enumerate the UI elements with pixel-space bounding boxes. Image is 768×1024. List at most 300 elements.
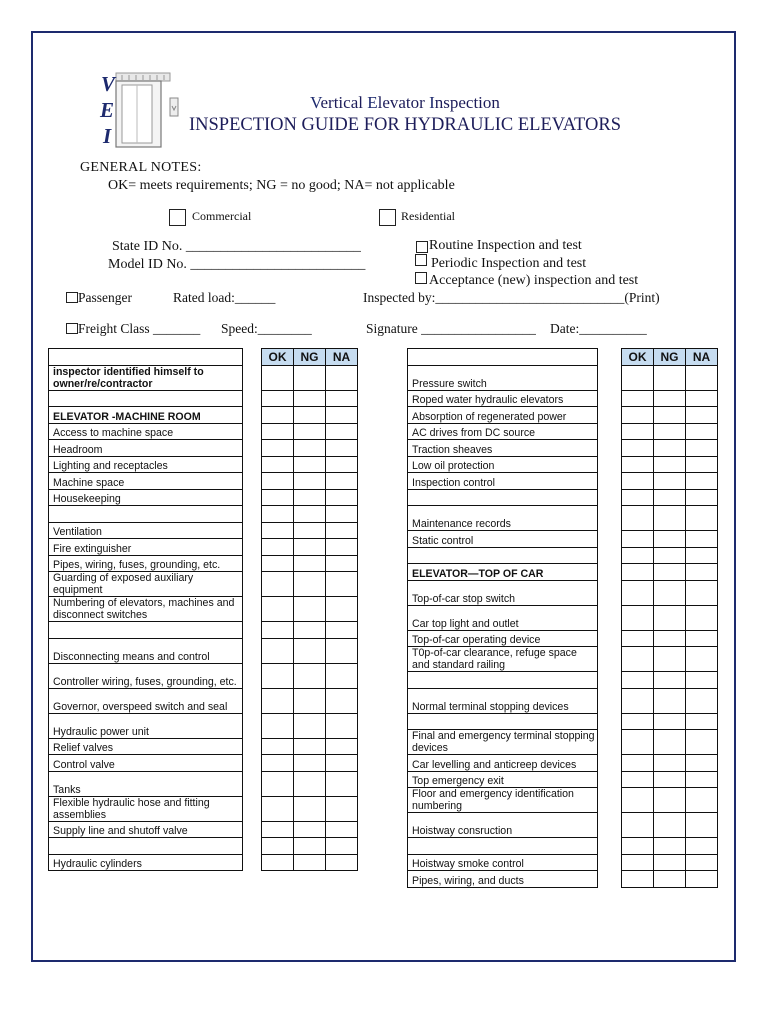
routine-checkbox[interactable] <box>416 241 428 253</box>
na-cell[interactable] <box>686 564 718 581</box>
na-cell[interactable] <box>686 854 718 871</box>
ng-cell[interactable] <box>654 672 686 689</box>
na-cell[interactable] <box>326 539 358 556</box>
checklist-item-label <box>49 622 243 639</box>
marks-row <box>262 854 358 871</box>
na-cell[interactable] <box>686 456 718 473</box>
ng-cell[interactable] <box>294 838 326 855</box>
table-row <box>408 672 598 689</box>
ng-cell[interactable] <box>654 755 686 772</box>
table-row <box>408 564 598 581</box>
checklist-item-label: Control valve <box>49 755 243 772</box>
marks-row <box>622 547 718 564</box>
marks-row <box>262 423 358 440</box>
ng-cell[interactable] <box>294 854 326 871</box>
logo-letter-e: E <box>100 98 115 122</box>
na-cell[interactable] <box>326 688 358 713</box>
ng-cell[interactable] <box>654 854 686 871</box>
ng-cell[interactable] <box>294 663 326 688</box>
ng-cell[interactable] <box>654 580 686 605</box>
na-cell[interactable] <box>326 663 358 688</box>
na-cell[interactable] <box>686 423 718 440</box>
acceptance-checkbox[interactable] <box>415 272 427 284</box>
table-row <box>49 688 243 713</box>
checklist-item-label <box>49 349 243 366</box>
na-cell[interactable] <box>686 672 718 689</box>
table-row <box>408 456 598 473</box>
na-cell[interactable] <box>326 473 358 490</box>
checklist-item-label <box>49 838 243 855</box>
na-cell[interactable] <box>326 821 358 838</box>
ok-cell[interactable] <box>622 788 654 813</box>
inspected-by-field[interactable]: Inspected by:____________________________(Print) <box>363 290 660 305</box>
ok-cell[interactable] <box>262 365 294 390</box>
residential-label: Residential <box>401 209 455 223</box>
ng-cell[interactable] <box>654 423 686 440</box>
checklist-item-label: Maintenance records <box>408 506 598 531</box>
na-cell[interactable] <box>686 473 718 490</box>
marks-row <box>262 506 358 523</box>
ok-cell[interactable] <box>622 755 654 772</box>
ng-cell[interactable] <box>654 506 686 531</box>
ng-cell[interactable] <box>294 738 326 755</box>
checklist-item-label <box>49 390 243 407</box>
table-row <box>408 630 598 647</box>
na-cell[interactable] <box>326 572 358 597</box>
ng-cell[interactable] <box>294 572 326 597</box>
marks-row <box>262 738 358 755</box>
rated-load-field[interactable]: Rated load:______ <box>173 290 276 305</box>
na-cell[interactable] <box>686 390 718 407</box>
marks-row <box>262 539 358 556</box>
marks-row <box>622 788 718 813</box>
na-cell[interactable] <box>686 605 718 630</box>
ok-cell[interactable] <box>262 597 294 622</box>
ok-cell[interactable] <box>622 730 654 755</box>
ng-cell[interactable] <box>654 456 686 473</box>
ng-cell[interactable] <box>294 489 326 506</box>
page-subtitle: INSPECTION GUIDE FOR HYDRAULIC ELEVATORS <box>188 115 622 135</box>
checklist-item-label: Housekeeping <box>49 489 243 506</box>
marks-row <box>622 440 718 457</box>
marks-row <box>622 423 718 440</box>
marks-row <box>622 688 718 713</box>
ok-cell[interactable] <box>622 838 654 855</box>
ng-cell[interactable] <box>654 531 686 548</box>
commercial-label: Commercial <box>192 209 252 223</box>
ok-cell[interactable] <box>262 473 294 490</box>
na-cell[interactable] <box>326 622 358 639</box>
checklist-item-label <box>408 838 598 855</box>
table-row <box>408 349 598 366</box>
marks-row <box>262 663 358 688</box>
checklist-item-label: Tanks <box>49 771 243 796</box>
notes-heading: GENERAL NOTES: <box>80 160 202 175</box>
ng-cell[interactable] <box>294 796 326 821</box>
na-cell[interactable] <box>326 407 358 424</box>
ok-cell[interactable] <box>262 539 294 556</box>
freight-class-field[interactable]: Freight Class _______ <box>78 321 201 336</box>
ok-cell[interactable] <box>622 547 654 564</box>
marks-row <box>622 713 718 730</box>
ok-cell[interactable] <box>622 564 654 581</box>
checklist-item-label: Floor and emergency identification numbering <box>408 788 598 813</box>
na-cell[interactable] <box>326 365 358 390</box>
ng-cell[interactable] <box>294 821 326 838</box>
marks-row <box>622 407 718 424</box>
marks-row <box>262 838 358 855</box>
signature-field[interactable]: Signature _________________ <box>366 321 536 336</box>
ng-cell[interactable] <box>654 365 686 390</box>
top-of-car-checklist <box>407 348 598 888</box>
ng-cell[interactable] <box>654 730 686 755</box>
table-row <box>408 813 598 838</box>
ok-cell[interactable] <box>262 423 294 440</box>
marks-row <box>622 580 718 605</box>
checklist-item-label <box>408 672 598 689</box>
ok-cell[interactable] <box>262 854 294 871</box>
column-header-ng: NG <box>654 349 686 366</box>
table-row <box>408 788 598 813</box>
ng-cell[interactable] <box>294 407 326 424</box>
marks-row <box>262 755 358 772</box>
logo-letter-i: I <box>103 124 112 148</box>
ok-cell[interactable] <box>622 489 654 506</box>
checklist-item-label: Low oil protection <box>408 456 598 473</box>
ng-cell[interactable] <box>294 522 326 539</box>
na-cell[interactable] <box>326 597 358 622</box>
table-row <box>49 489 243 506</box>
na-cell[interactable] <box>686 440 718 457</box>
checklist-item-label: ELEVATOR—TOP OF CAR <box>408 564 598 581</box>
ok-cell[interactable] <box>622 531 654 548</box>
marks-row <box>262 489 358 506</box>
checklist-item-label: Ventilation <box>49 522 243 539</box>
na-cell[interactable] <box>326 506 358 523</box>
checklist-item-label: Access to machine space <box>49 423 243 440</box>
ng-cell[interactable] <box>294 539 326 556</box>
ng-cell[interactable] <box>654 407 686 424</box>
checklist-item-label: Roped water hydraulic elevators <box>408 390 598 407</box>
table-row <box>408 547 598 564</box>
marks-row <box>262 622 358 639</box>
ng-cell[interactable] <box>654 630 686 647</box>
marks-row <box>622 771 718 788</box>
marks-row <box>622 365 718 390</box>
speed-field[interactable]: Speed:________ <box>221 321 312 336</box>
table-row <box>408 854 598 871</box>
ok-cell[interactable] <box>622 440 654 457</box>
table-row <box>49 365 243 390</box>
periodic-label: Periodic Inspection and test <box>431 256 587 271</box>
ng-cell[interactable] <box>654 813 686 838</box>
marks-row <box>622 605 718 630</box>
ok-cell[interactable] <box>262 390 294 407</box>
ng-cell[interactable] <box>654 771 686 788</box>
table-row <box>49 663 243 688</box>
ng-cell[interactable] <box>654 605 686 630</box>
date-field[interactable]: Date:__________ <box>550 321 647 336</box>
passenger-label: Passenger <box>78 290 132 305</box>
marks-row <box>622 672 718 689</box>
na-cell[interactable] <box>326 522 358 539</box>
ok-cell[interactable] <box>262 456 294 473</box>
checklist-item-label: Pipes, wiring, and ducts <box>408 871 598 888</box>
na-cell[interactable] <box>686 630 718 647</box>
na-cell[interactable] <box>326 456 358 473</box>
ok-cell[interactable] <box>622 423 654 440</box>
marks-row <box>262 473 358 490</box>
ok-cell[interactable] <box>262 663 294 688</box>
marks-row <box>262 440 358 457</box>
checklist-item-label: Final and emergency terminal stopping devices <box>408 730 598 755</box>
na-cell[interactable] <box>326 738 358 755</box>
ng-cell[interactable] <box>654 489 686 506</box>
ok-cell[interactable] <box>262 522 294 539</box>
model-id-field[interactable]: Model ID No. _________________________ <box>108 257 366 272</box>
table-row <box>49 423 243 440</box>
na-cell[interactable] <box>686 547 718 564</box>
ng-cell[interactable] <box>654 564 686 581</box>
checklist-item-label: Top-of-car stop switch <box>408 580 598 605</box>
freight-checkbox[interactable] <box>66 323 78 334</box>
ok-cell[interactable] <box>262 771 294 796</box>
na-cell[interactable] <box>326 838 358 855</box>
ok-cell[interactable] <box>622 688 654 713</box>
na-cell[interactable] <box>686 580 718 605</box>
na-cell[interactable] <box>686 813 718 838</box>
na-cell[interactable] <box>326 390 358 407</box>
marks-row <box>262 572 358 597</box>
checklist-item-label <box>408 349 598 366</box>
ok-cell[interactable] <box>622 771 654 788</box>
ok-cell[interactable] <box>622 813 654 838</box>
ok-cell[interactable] <box>262 572 294 597</box>
ng-cell[interactable] <box>294 597 326 622</box>
state-id-field[interactable]: State ID No. _________________________ <box>112 239 361 254</box>
table-row <box>49 572 243 597</box>
ng-cell[interactable] <box>294 771 326 796</box>
na-cell[interactable] <box>326 423 358 440</box>
ok-cell[interactable] <box>262 713 294 738</box>
checklist-item-label: Machine space <box>49 473 243 490</box>
checklist-item-label: Static control <box>408 531 598 548</box>
table-row <box>408 688 598 713</box>
ok-cell[interactable] <box>262 821 294 838</box>
ok-cell[interactable] <box>622 407 654 424</box>
ok-cell[interactable] <box>262 489 294 506</box>
ng-cell[interactable] <box>654 440 686 457</box>
checklist-item-label: Lighting and receptacles <box>49 456 243 473</box>
ok-cell[interactable] <box>262 638 294 663</box>
checklist-item-label: Pipes, wiring, fuses, grounding, etc. <box>49 555 243 572</box>
ng-cell[interactable] <box>654 788 686 813</box>
ng-cell[interactable] <box>654 647 686 672</box>
ng-cell[interactable] <box>294 390 326 407</box>
table-row <box>408 473 598 490</box>
na-cell[interactable] <box>686 531 718 548</box>
ok-cell[interactable] <box>262 738 294 755</box>
ng-cell[interactable] <box>294 638 326 663</box>
table-row <box>408 871 598 888</box>
table-row <box>408 531 598 548</box>
checklist-item-label: Pressure switch <box>408 365 598 390</box>
marks-row <box>262 638 358 663</box>
ok-cell[interactable] <box>622 390 654 407</box>
checklist-item-label: Top emergency exit <box>408 771 598 788</box>
ok-cell[interactable] <box>262 622 294 639</box>
table-row <box>49 539 243 556</box>
ng-cell[interactable] <box>294 688 326 713</box>
na-cell[interactable] <box>326 796 358 821</box>
ok-cell[interactable] <box>262 407 294 424</box>
ok-cell[interactable] <box>622 506 654 531</box>
table-row <box>49 738 243 755</box>
marks-row <box>622 730 718 755</box>
checklist-item-label: T0p-of-car clearance, refuge space and standard railing <box>408 647 598 672</box>
checklist-item-label: Inspection control <box>408 473 598 490</box>
checklist-item-label: Governor, overspeed switch and seal <box>49 688 243 713</box>
ok-cell[interactable] <box>262 506 294 523</box>
na-cell[interactable] <box>686 713 718 730</box>
checklist-item-label: Hydraulic power unit <box>49 713 243 738</box>
ok-cell[interactable] <box>622 713 654 730</box>
ok-cell[interactable] <box>622 456 654 473</box>
ok-cell[interactable] <box>622 630 654 647</box>
ok-cell[interactable] <box>262 755 294 772</box>
marks-row <box>622 473 718 490</box>
checklist-item-label: AC drives from DC source <box>408 423 598 440</box>
ok-cell[interactable] <box>622 473 654 490</box>
marks-row <box>262 771 358 796</box>
ok-cell[interactable] <box>622 365 654 390</box>
table-row <box>49 821 243 838</box>
table-row <box>49 349 243 366</box>
ok-cell[interactable] <box>622 854 654 871</box>
ng-cell[interactable] <box>654 547 686 564</box>
ok-cell[interactable] <box>262 440 294 457</box>
ng-cell[interactable] <box>294 423 326 440</box>
ng-cell[interactable] <box>654 713 686 730</box>
table-row <box>49 555 243 572</box>
top-of-car-marks <box>621 348 718 888</box>
ok-cell[interactable] <box>622 580 654 605</box>
passenger-checkbox[interactable] <box>66 292 78 303</box>
marks-row <box>622 813 718 838</box>
marks-row <box>622 506 718 531</box>
table-row <box>49 390 243 407</box>
ng-cell[interactable] <box>654 390 686 407</box>
ng-cell[interactable] <box>294 555 326 572</box>
marks-row <box>622 390 718 407</box>
na-cell[interactable] <box>686 489 718 506</box>
ng-cell[interactable] <box>294 365 326 390</box>
na-cell[interactable] <box>326 755 358 772</box>
ok-cell[interactable] <box>622 871 654 888</box>
table-row <box>49 506 243 523</box>
table-row <box>408 580 598 605</box>
na-cell[interactable] <box>686 788 718 813</box>
residential-checkbox[interactable] <box>379 209 396 226</box>
column-header-ng: NG <box>294 349 326 366</box>
commercial-checkbox[interactable] <box>169 209 186 226</box>
ng-cell[interactable] <box>294 456 326 473</box>
checklist-item-label: ELEVATOR -MACHINE ROOM <box>49 407 243 424</box>
na-cell[interactable] <box>686 365 718 390</box>
ng-cell[interactable] <box>294 755 326 772</box>
marks-row <box>622 456 718 473</box>
marks-row <box>622 838 718 855</box>
table-row <box>408 506 598 531</box>
ng-cell[interactable] <box>294 713 326 738</box>
na-cell[interactable] <box>686 647 718 672</box>
ok-cell[interactable] <box>622 647 654 672</box>
marks-row <box>622 871 718 888</box>
ng-cell[interactable] <box>294 473 326 490</box>
ng-cell[interactable] <box>654 838 686 855</box>
machine-room-checklist <box>48 348 243 871</box>
na-cell[interactable] <box>686 730 718 755</box>
column-header-ok: OK <box>622 349 654 366</box>
checklist-item-label: Hoistway consruction <box>408 813 598 838</box>
routine-label: Routine Inspection and test <box>429 238 582 253</box>
checklist-item-label: Disconnecting means and control <box>49 638 243 663</box>
na-cell[interactable] <box>326 713 358 738</box>
ng-cell[interactable] <box>654 871 686 888</box>
ok-cell[interactable] <box>262 796 294 821</box>
na-cell[interactable] <box>326 771 358 796</box>
na-cell[interactable] <box>686 771 718 788</box>
na-cell[interactable] <box>326 854 358 871</box>
marks-row <box>622 755 718 772</box>
na-cell[interactable] <box>686 407 718 424</box>
marks-row <box>262 713 358 738</box>
checklist-item-label <box>49 506 243 523</box>
table-row <box>49 440 243 457</box>
ng-cell[interactable] <box>654 473 686 490</box>
ng-cell[interactable] <box>294 622 326 639</box>
ok-cell[interactable] <box>262 838 294 855</box>
checklist-item-label: Relief valves <box>49 738 243 755</box>
periodic-checkbox[interactable] <box>415 254 427 266</box>
checklist-item-label: Controller wiring, fuses, grounding, etc. <box>49 663 243 688</box>
na-cell[interactable] <box>326 555 358 572</box>
ok-cell[interactable] <box>622 672 654 689</box>
checklist-item-label: inspector identified himself to owner/re/contractor <box>49 365 243 390</box>
na-cell[interactable] <box>686 838 718 855</box>
table-row <box>49 713 243 738</box>
na-cell[interactable] <box>326 638 358 663</box>
notes-text: OK= meets requirements; NG = no good; NA= not applicable <box>108 178 455 193</box>
ng-cell[interactable] <box>294 506 326 523</box>
ok-cell[interactable] <box>262 555 294 572</box>
na-cell[interactable] <box>686 755 718 772</box>
na-cell[interactable] <box>686 506 718 531</box>
na-cell[interactable] <box>686 688 718 713</box>
ok-cell[interactable] <box>262 688 294 713</box>
marks-row <box>622 854 718 871</box>
ng-cell[interactable] <box>654 688 686 713</box>
ng-cell[interactable] <box>294 440 326 457</box>
na-cell[interactable] <box>326 440 358 457</box>
table-row <box>49 622 243 639</box>
na-cell[interactable] <box>326 489 358 506</box>
table-row <box>408 390 598 407</box>
table-row <box>408 440 598 457</box>
na-cell[interactable] <box>686 871 718 888</box>
ok-cell[interactable] <box>622 605 654 630</box>
table-row <box>49 473 243 490</box>
